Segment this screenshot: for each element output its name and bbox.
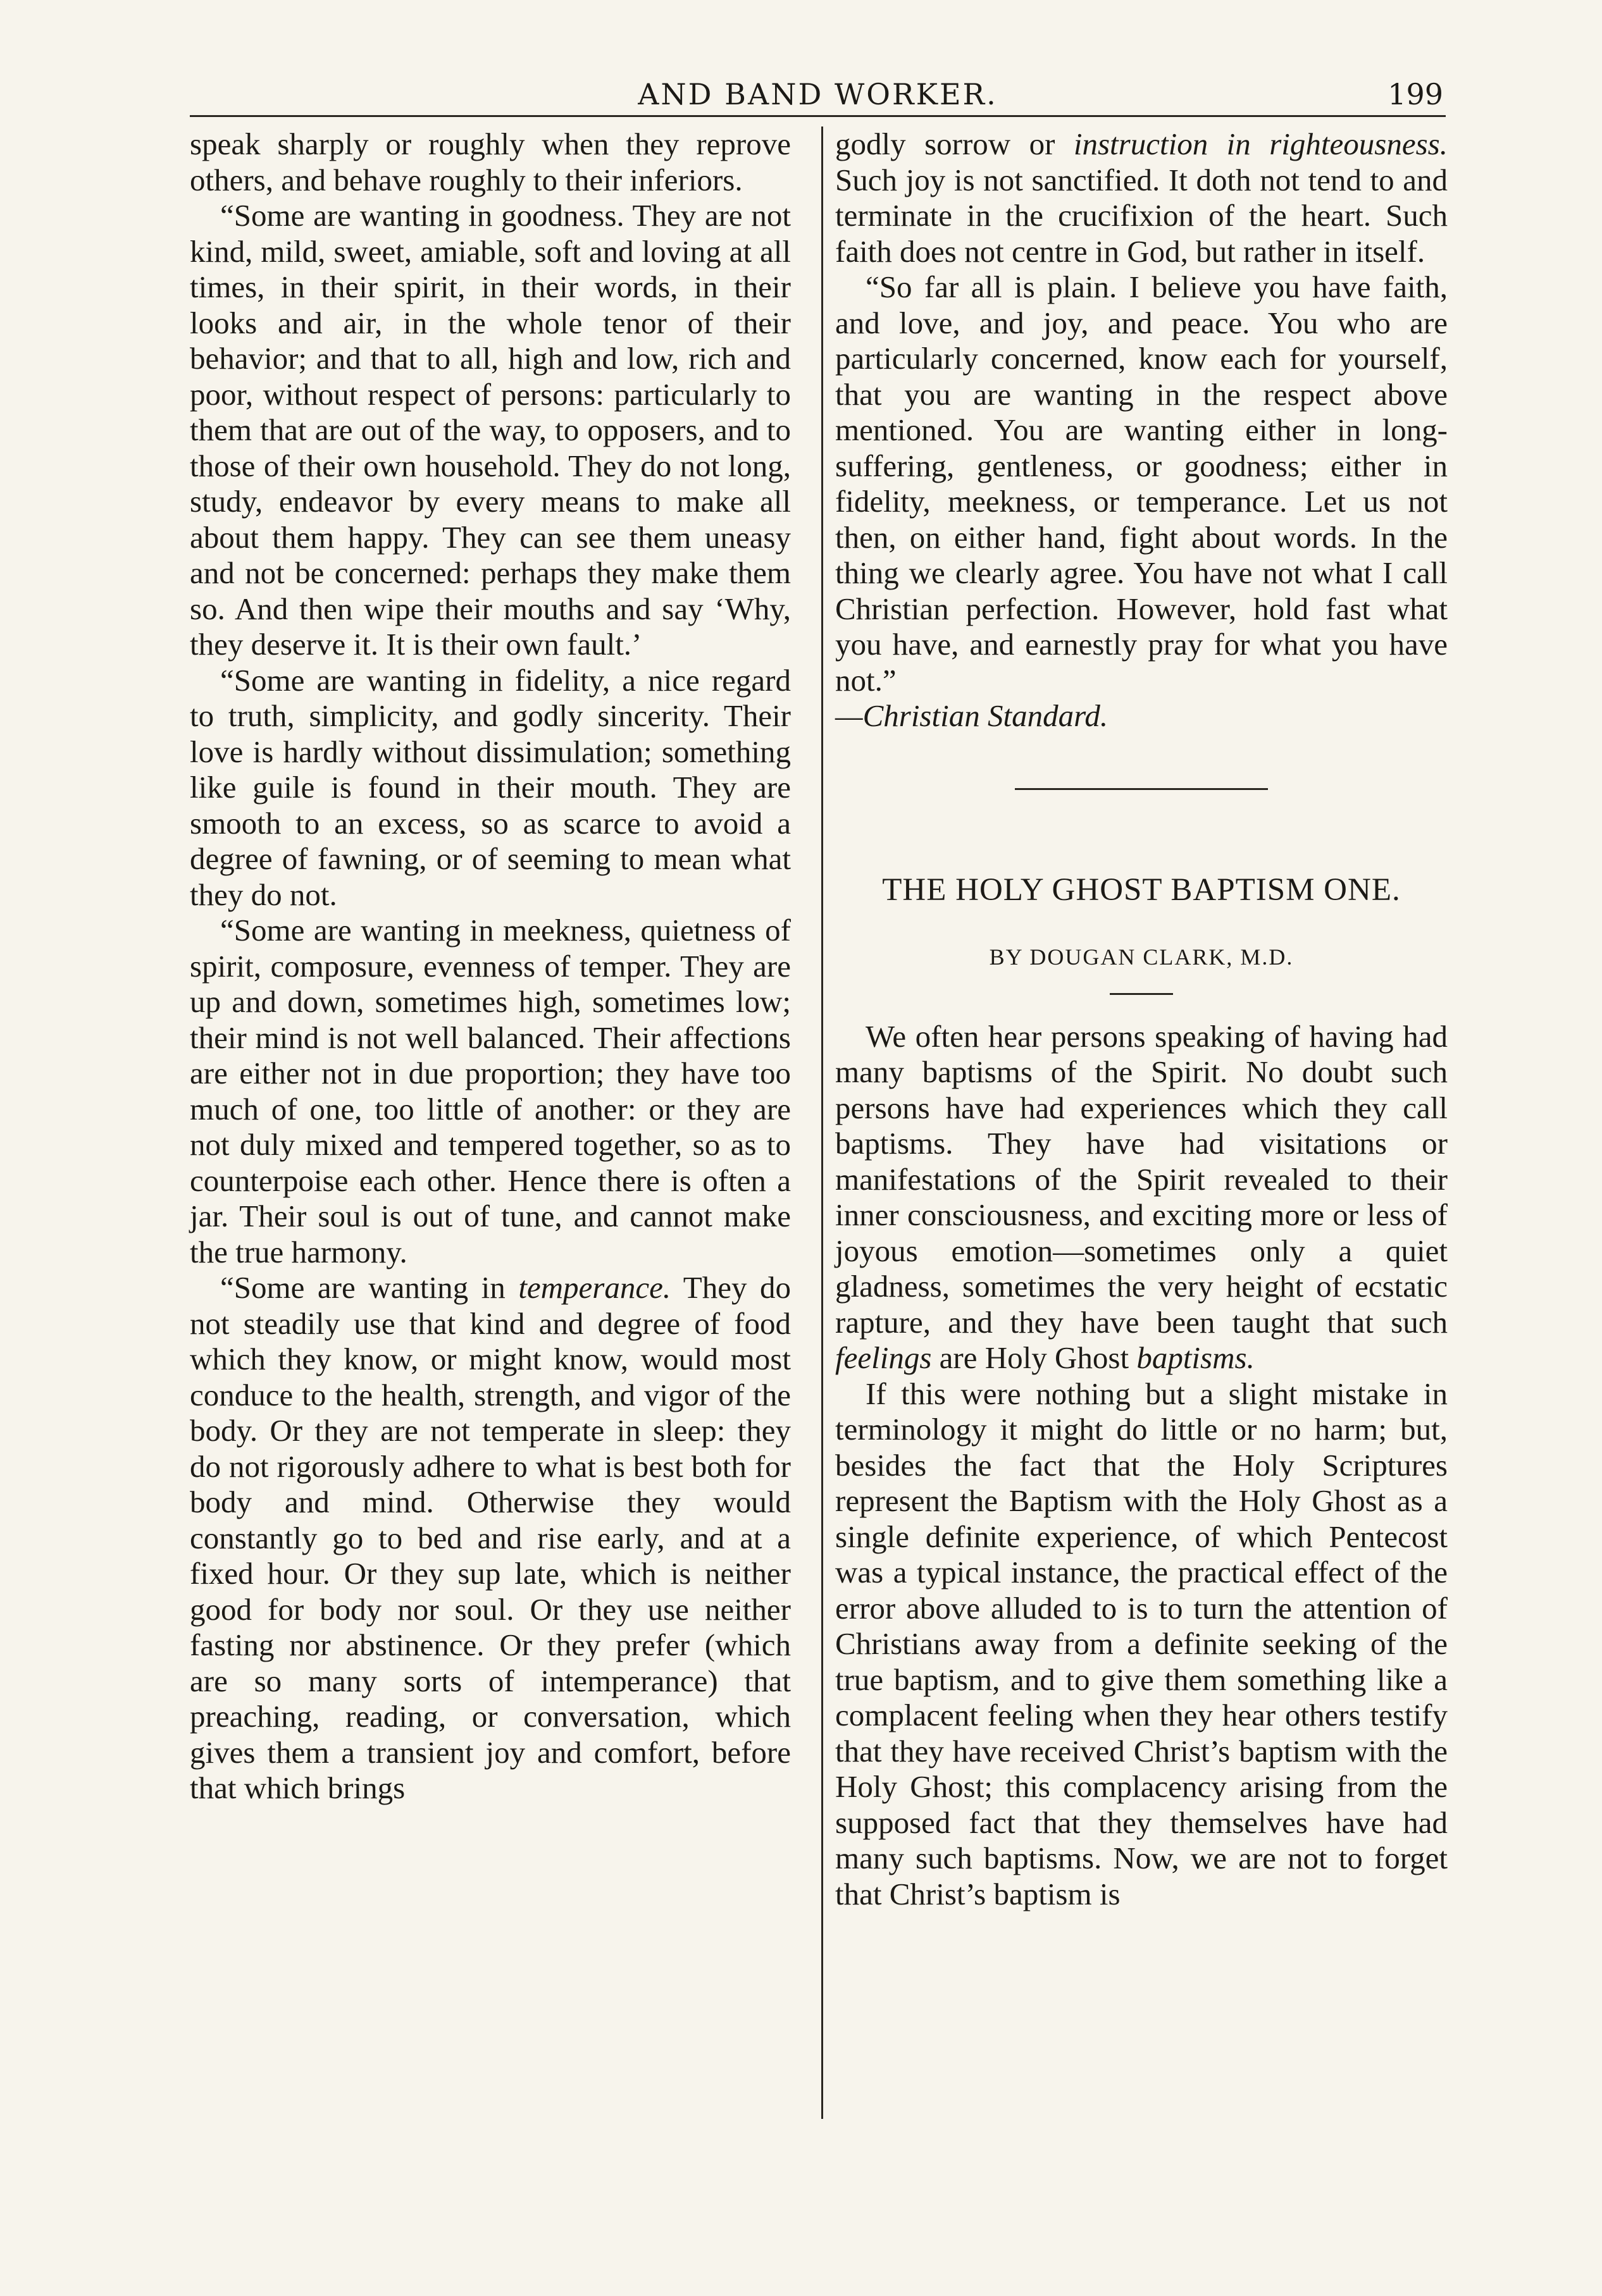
paragraph: “So far all is plain. I believe you have faith, and love, and joy, and peace. You who are particularly concerned, know each for yourself, that you are wanting in the respect above mentioned. You are wanting either in long-suffering, gentleness, or goodness; either in fidelity, meekness, or temperance. Let us not then, on either hand, fight about words. In the thing we clearly agree. You have not what I call Christian perfection. However, hold fast what you have, and earnestly pray for what you have not.”: [835, 269, 1448, 698]
source-attribution: [835, 698, 1448, 734]
italic-text: —Christian Standard.: [835, 698, 1108, 733]
italic-text: temperance.: [518, 1270, 671, 1305]
paragraph: If this were nothing but a slight mistake in terminology it might do little or no harm; but, besides the fact that the Holy Scriptures represent the Baptism with the Holy Ghost as a single definite experience, of which Pentecost was a typical instance, the practical effect of the error above alluded to is to turn the attention of Christians away from a definite seeking of the true baptism, and to give them something like a complacent feeling when they hear others testify that they have received Christ’s baptism with the Holy Ghost; this complacency arising from the supposed fact that they themselves have had many such baptisms. Now, we are not to forget that Christ’s baptism is: [835, 1376, 1448, 1911]
paragraph: “Some are wanting in fidelity, a nice regard to truth, simplicity, and godly sincerity. Their love is hardly without dissimulation; something like guile is found in their mouth. They are smooth to an excess, so as scarce to avoid a degree of fawning, or of seeming to mean what they do not.: [190, 662, 791, 912]
paragraph: “Some are wanting in meekness, quietness of spirit, composure, evenness of temper. They are up and down, sometimes high, sometimes low; their mind is not well balanced. Their affections are either not in due proportion; they have too much of one, too little of another: or they are not duly mixed and tempered together, so as to counterpoise each other. Hence there is often a jar. Their soul is out of tune, and cannot make the true harmony.: [190, 913, 791, 1269]
paragraph: “Some are wanting in goodness. They are not kind, mild, sweet, amiable, soft and loving at all times, in their spirit, in their words, in their looks and air, in the whole tenor of their behavior; and that to all, high and low, rich and poor, without respect of persons: particularly to them that are out of the way, to opposers, and to those of their own household. They do not long, study, endeavor by every means to make all about them happy. They can see them uneasy and not be concerned: perhaps they make them so. And then wipe their mouths and say ‘Why, they deserve it. It is their own fault.’: [190, 198, 791, 662]
right-column: [835, 127, 1448, 1912]
left-column: [190, 127, 791, 1806]
text-run: We often hear persons speaking of having had many baptisms of the Spirit. No doubt such persons have had experiences which they call baptisms. They have had visitations or manifestations of the Spirit revealed to their inner consciousness, and exciting more or less of joyous emotion—sometimes only a quiet gladness, sometimes the very height of ecstatic rapture, and they have been taught that such: [835, 1018, 1448, 1340]
section-separator: [1015, 788, 1268, 790]
text-run: are Holy Ghost: [931, 1340, 1137, 1375]
paragraph: [190, 1270, 791, 1806]
text-run: They do not steadily use that kind and degree of food which they know, or might know, would most conduce to the health, strength, and vigor of the body. Or they are not temperate in sleep: they do not rigorously adhere to what is best both for body and mind. Otherwise they would constantly go to bed and rise early, and at a fixed hour. Or they sup late, which is neither good for body nor soul. Or they use neither fasting nor abstinence. Or they prefer (which are so many sorts of intemperance) that preaching, reading, or conversation, which gives them a transient joy and comfort, before that which brings: [190, 1270, 792, 1805]
byline-rule: [1110, 993, 1173, 995]
paragraph: [835, 1019, 1448, 1376]
byline: BY DOUGAN CLARK, M.D.: [989, 944, 1294, 970]
text-run: “Some are wanting in: [220, 1270, 519, 1305]
italic-text: feelings: [835, 1340, 932, 1375]
paragraph: [835, 127, 1448, 269]
italic-text: instruction in righteousness.: [1073, 127, 1448, 161]
italic-text: baptisms.: [1136, 1340, 1255, 1375]
running-head: AND BAND WORKER.: [638, 77, 998, 111]
running-header: [190, 71, 1446, 117]
text-run: Such joy is not sanctified. It doth not tend to and terminate in the crucifixion of the heart. Such faith does not centre in God, but rather in itself.: [835, 162, 1448, 269]
page-number: 199: [1388, 77, 1443, 111]
column-divider: [821, 127, 823, 2119]
paragraph: speak sharply or roughly when they reprove others, and behave roughly to their inferiors.: [190, 127, 791, 197]
text-run: godly sorrow or: [835, 127, 1074, 161]
article-title: THE HOLY GHOST BAPTISM ONE.: [882, 872, 1401, 908]
